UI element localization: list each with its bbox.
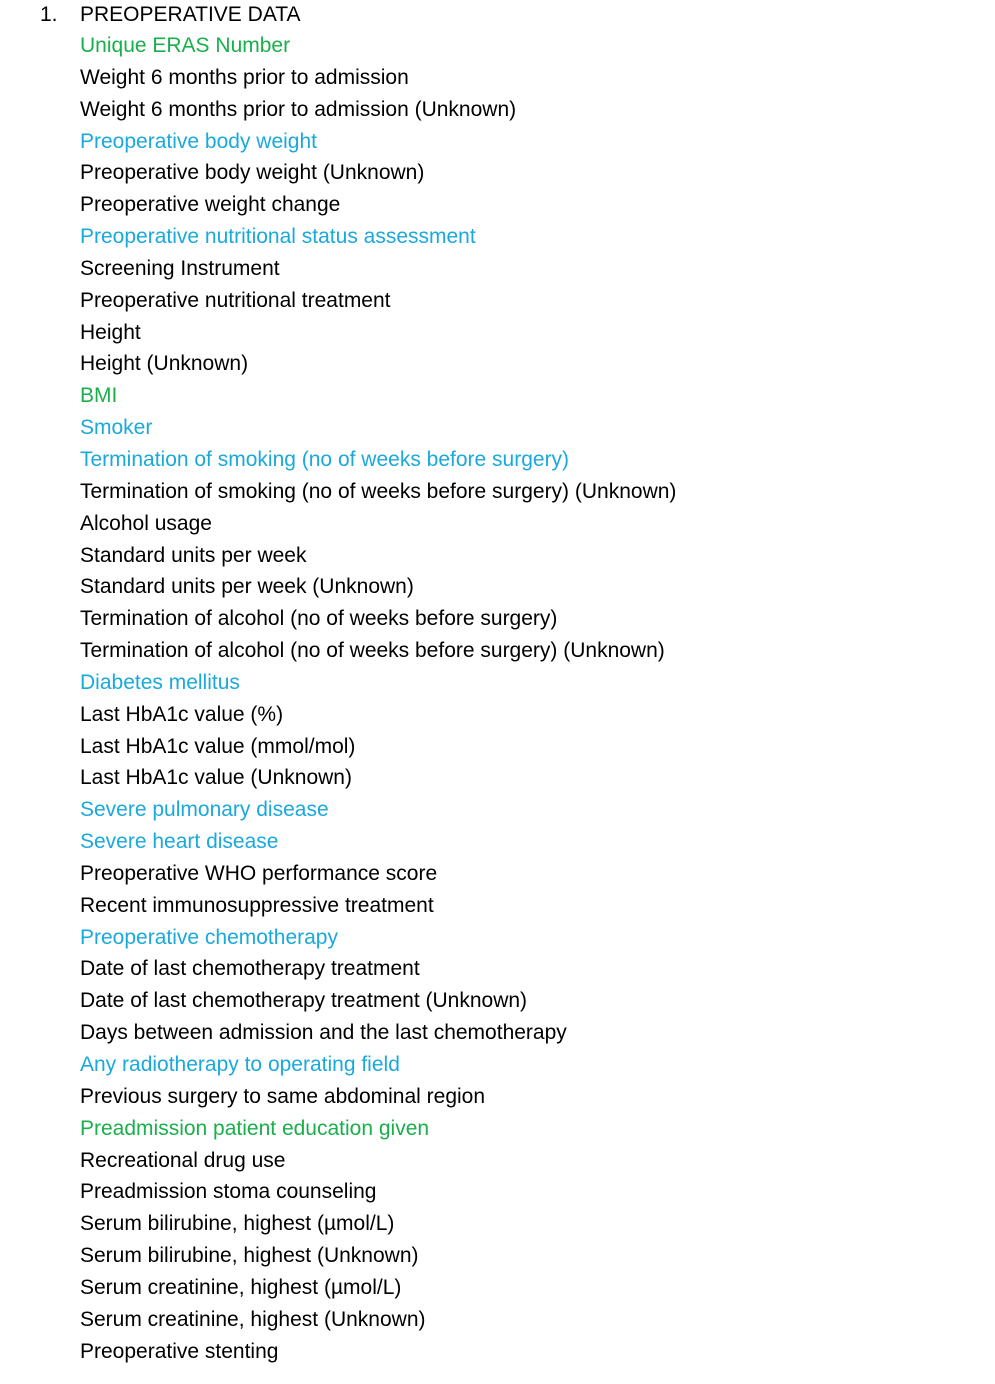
field-item: Termination of smoking (no of weeks before surgery) [80, 447, 570, 471]
field-item: Termination of alcohol (no of weeks before surgery) [80, 607, 558, 631]
field-item: Unique ERAS Number [80, 34, 291, 57]
field-item: Serum bilirubine, highest (µmol/L) [80, 1212, 395, 1236]
field-item: Preoperative chemotherapy [80, 925, 338, 949]
field-item: Any radiotherapy to operating field [80, 1053, 400, 1076]
field-item: Standard units per week [80, 543, 307, 567]
field-item: Last HbA1c value (mmol/mol) [80, 734, 356, 758]
field-item: Standard units per week (Unknown) [80, 575, 414, 599]
field-item: Preoperative nutritional status assessment [80, 225, 476, 249]
field-item: Weight 6 months prior to admission [80, 65, 409, 89]
field-item: Previous surgery to same abdominal region [80, 1084, 486, 1108]
field-item: Alcohol usage [80, 511, 212, 535]
field-item: Severe heart disease [80, 830, 279, 854]
field-item: Preoperative body weight [80, 129, 317, 153]
field-item: Recent immunosuppressive treatment [80, 893, 434, 917]
field-item: Height [80, 320, 141, 344]
field-item: Last HbA1c value (Unknown) [80, 766, 352, 790]
field-item: Height (Unknown) [80, 352, 249, 376]
field-item: Serum creatinine, highest (Unknown) [80, 1307, 426, 1331]
field-item: Preoperative body weight (Unknown) [80, 161, 425, 185]
field-list [80, 30, 676, 1367]
field-item: Preoperative weight change [80, 193, 341, 217]
field-item: Last HbA1c value (%) [80, 702, 284, 726]
field-item: Weight 6 months prior to admission (Unknown) [80, 97, 517, 121]
field-item: Termination of alcohol (no of weeks before surgery) (Unknown) [80, 639, 665, 663]
field-item: Date of last chemotherapy treatment (Unknown) [80, 989, 528, 1013]
field-item: BMI [80, 384, 118, 408]
field-item: Preoperative WHO performance score [80, 861, 438, 885]
field-item: Serum creatinine, highest (µmol/L) [80, 1275, 402, 1299]
field-item: Preadmission stoma counseling [80, 1180, 377, 1204]
field-item: Termination of smoking (no of weeks before surgery) (Unknown) [80, 479, 677, 503]
field-item: Diabetes mellitus [80, 670, 240, 694]
field-item: Date of last chemotherapy treatment [80, 957, 420, 981]
field-item: Smoker [80, 416, 153, 440]
field-item: Recreational drug use [80, 1148, 286, 1172]
field-item: Severe pulmonary disease [80, 798, 329, 822]
field-item: Days between admission and the last chemotherapy [80, 1021, 567, 1045]
field-item: Preoperative nutritional treatment [80, 288, 391, 312]
field-item: Serum bilirubine, highest (Unknown) [80, 1244, 419, 1268]
field-item: Preoperative stenting [80, 1339, 279, 1363]
section-number: 1. [40, 3, 58, 26]
field-item: Screening Instrument [80, 256, 280, 280]
field-item: Preadmission patient education given [80, 1116, 430, 1140]
section-title: PREOPERATIVE DATA [80, 3, 301, 26]
